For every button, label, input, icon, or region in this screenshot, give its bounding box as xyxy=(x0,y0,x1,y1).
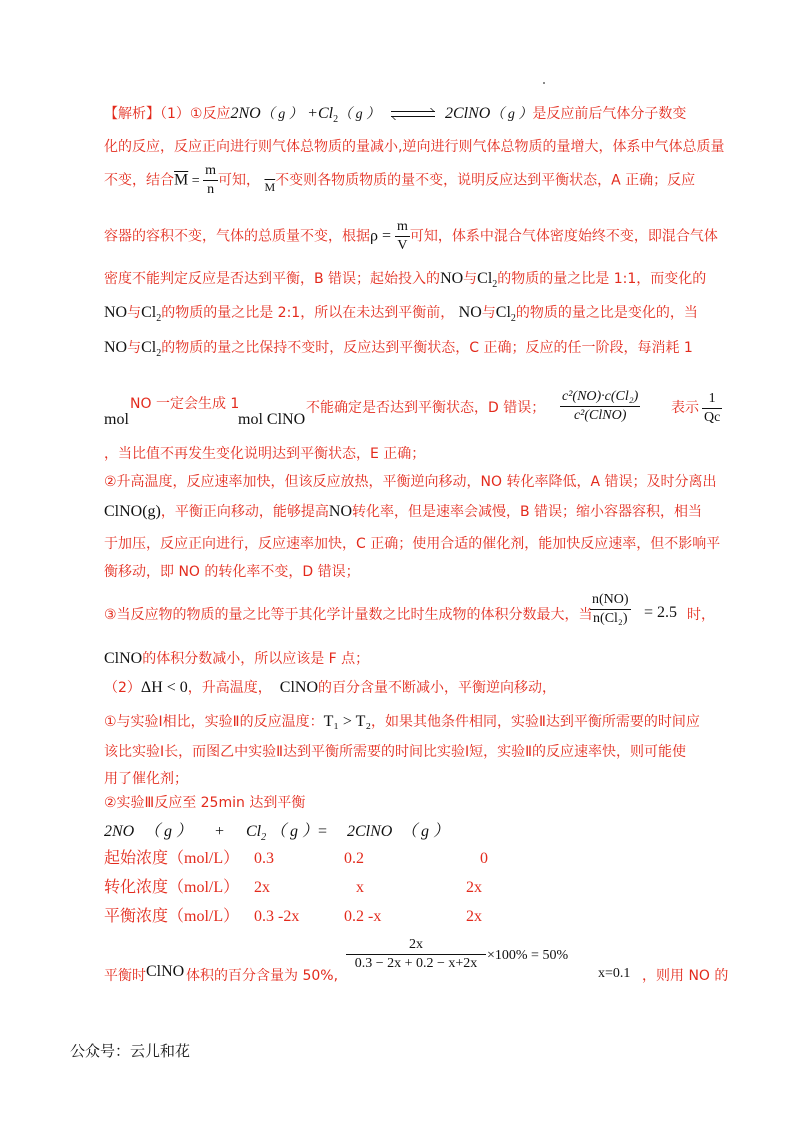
line-4: 容器的容积不变，气体的总质量不变，根据ρ = $\frac{m}{V}$ 可知，体系中混合气体密度始终不变，即混合气体 xyxy=(104,219,718,253)
table-row-label: 平衡浓度（mol/L） xyxy=(104,908,240,925)
line-12: 于加压，反应正向进行，反应速率加快，C 正确；使用合适的催化剂，能加快反应速率，但不影响平 xyxy=(104,536,721,552)
line-7: NO与$Cl_2$的物质的量之比保持不变时，反应达到平衡状态，C 正确；反应的任一阶段，每消耗 1 xyxy=(104,339,693,359)
table-row xyxy=(104,907,524,929)
line-16: （2）ΔH < 0，升高温度， ClNO的百分含量不断减小，平衡逆向移动， xyxy=(104,679,557,696)
line-3: 不变，结合$\overline{M}$ = $\frac{m}{n}$ 可知， $\overline{M}$不变则各物质物质的量不变，说明反应达到平衡状态，A 正确；反应 xyxy=(104,163,696,197)
table-cell: 0.2 -x xyxy=(344,908,382,925)
table-cell: x xyxy=(356,879,364,896)
line-6: NO与$Cl_2$的物质的量之比是 2:1，所以在未达到平衡前， NO与$Cl_2$的物质的量之比是变化的，当 xyxy=(104,304,698,324)
line-5: 密度不能判定反应是否达到平衡，B 错误；起始投入的NO与$Cl_2$的物质的量之比是 1:1，而变化的 xyxy=(104,270,707,290)
footer-credit: 公众号：云儿和花 xyxy=(70,1042,191,1060)
table-cell: 2x xyxy=(466,908,482,925)
fraction-m-n: $\frac{m}{n}$ xyxy=(205,163,217,197)
fraction-n-ratio: $\frac{n(NO)}{\text{n(Cl₂)}}$ xyxy=(592,592,629,626)
speck xyxy=(543,82,545,84)
line-17: ①与实验Ⅰ相比，实验Ⅱ的反应温度：T₁ > T₂，如果其他条件相同，实验Ⅱ达到平衡所需要的时间应 xyxy=(104,713,700,730)
line-20: ②实验Ⅲ反应至 25min 达到平衡 xyxy=(104,795,306,811)
table-cell: 2x xyxy=(466,879,482,896)
line-19: 用了催化剂； xyxy=(104,771,188,787)
line-11: ClNO(g)，平衡正向移动，能够提高NO转化率，但是速率会减慢，B 错误；缩小容器容积，相当 xyxy=(104,503,703,520)
analysis-tag: 【解析】 xyxy=(104,106,160,122)
document-page: 【解析】（1）①反应2NO（ g ） $+Cl_2$（ g ） 2ClNO（ g ）是反应前后气体分子数变 化的反应，反应正向进行则气体总物质的量减小,逆向进行则气体总物质的量增大，体系中气体总质量 不变，结合$\overline{M}$ = $\frac{m}{n}$ 可知， $\overline{M}$不变则各物质物质的量不变，说明反应达到平衡状态，A 正确；反应 容器的容积不变，气体的总质量不变，根据ρ = $\frac{m}{V}$ 可知，体系中混合气体密度始终不变，即混合气体 密度不能判定反应是否达到平衡，B 错误；起始投入的NO与$Cl_2$的物质的量之比是 1:1，而变化的 NO与$Cl_2$的物质的量之比是 2:1，所以在未达到平衡前， NO与$Cl_2$的物质的量之比是变化的，当 NO与$Cl_2$的物质的量之比保持不变时，反应达到平衡状态，C 正确；反应的任一阶段，每消耗 1 mol NO 一定会生成 1 mol ClNO 不能确定是否达到平衡状态，D 错误； c²(NO)·c(Cl₂) c²(ClNO) 表示 $\frac{1}{Qc}$ ，当比值不再发生变化说明达到平衡状态，E 正确； ②升高温度，反应速率加快，但该反应放热，平衡逆向移动，NO 转化率降低，A 错误；及时分离出 ClNO(g)，平衡正向移动，能够提高NO转化率，但是速率会减慢，B 错误；缩小容器容积，相当 于加压，反应正向进行，反应速率加快，C 正确；使用合适的催化剂，能加快反应速率，但不影响平 衡移动，即 NO 的转化率不变，D 错误； ③当反应物的物质的量之比等于其化学计量数之比时生成物的体积分数最大，当 $\frac{n(NO)}{\text{n(Cl₂)}}$ = 2.5 时， ClNO的体积分数减小，所以应该是 F 点； （2）ΔH < 0，升高温度， ClNO的百分含量不断减小，平衡逆向移动， ①与实验Ⅰ相比，实验Ⅱ的反应温度：T₁ > T₂，如果其他条件相同，实验Ⅱ达到平衡所需要的时间应 该比实验Ⅰ长，而图乙中实验Ⅱ达到平衡所需要的时间比实验Ⅰ短，实验Ⅱ的反应速率快，则可能使 用了催化剂； ②实验Ⅲ反应至 25min 达到平衡 2NO （ g ） + $Cl_2$ （ g ） = 2ClNO （ g ） 起始浓度（mol/L） 0.3 0.2 0 转化浓度（mol/L） 2x x 2x 平衡浓度（mol/L） 0.3 -2x 0.2 -x 2x 平衡时 ClNO 体积的百分含量为 50%, $\frac{2x}{0.3 - 2x + 0.2 - x+2x}$ ×100% = 50% x=0.1 ，则用 NO 的 公众号：云儿和花 xyxy=(0,0,800,1132)
line-13: 衡移动，即 NO 的转化率不变，D 错误； xyxy=(104,564,360,580)
fraction-1-qc: $\frac{1}{Qc}$ xyxy=(704,391,721,425)
fraction-concentration-ratio: c²(NO)·c(Cl₂) c²(ClNO) xyxy=(562,389,639,423)
table-cell: 0.3 -2x xyxy=(254,908,300,925)
line-18: 该比实验Ⅰ长，而图乙中实验Ⅱ达到平衡所需要的时间比实验Ⅰ短，实验Ⅱ的反应速率快，则可能使 xyxy=(104,744,687,760)
table-cell: 0.2 xyxy=(344,850,364,867)
table-cell: 2x xyxy=(254,879,270,896)
table-row xyxy=(104,878,524,900)
line-15: ClNO的体积分数减小，所以应该是 F 点； xyxy=(104,650,370,667)
fraction-percent: $\frac{2x}{0.3 - 2x + 0.2 - x+2x}$ xyxy=(346,936,486,973)
line-1: 【解析】（1）①反应2NO（ g ） $+Cl_2$（ g ） 2ClNO（ g ）是反应前后气体分子数变 xyxy=(104,105,687,125)
line-9: ，当比值不再发生变化说明达到平衡状态，E 正确； xyxy=(104,446,426,462)
table-cell: 0.3 xyxy=(254,850,274,867)
table-row-label: 转化浓度（mol/L） xyxy=(104,879,240,896)
line-2: 化的反应，反应正向进行则气体总物质的量减小,逆向进行则气体总物质的量增大，体系中气体总质量 xyxy=(104,139,725,155)
line-10: ②升高温度，反应速率加快，但该反应放热，平衡逆向移动，NO 转化率降低，A 错误；及时分离出 xyxy=(104,474,717,490)
table-row-label: 起始浓度（mol/L） xyxy=(104,850,240,867)
fraction-m-v: $\frac{m}{V}$ xyxy=(397,219,408,253)
equilibrium-arrow-icon xyxy=(391,109,435,119)
table-row xyxy=(104,849,524,871)
table-cell: 0 xyxy=(480,850,488,867)
